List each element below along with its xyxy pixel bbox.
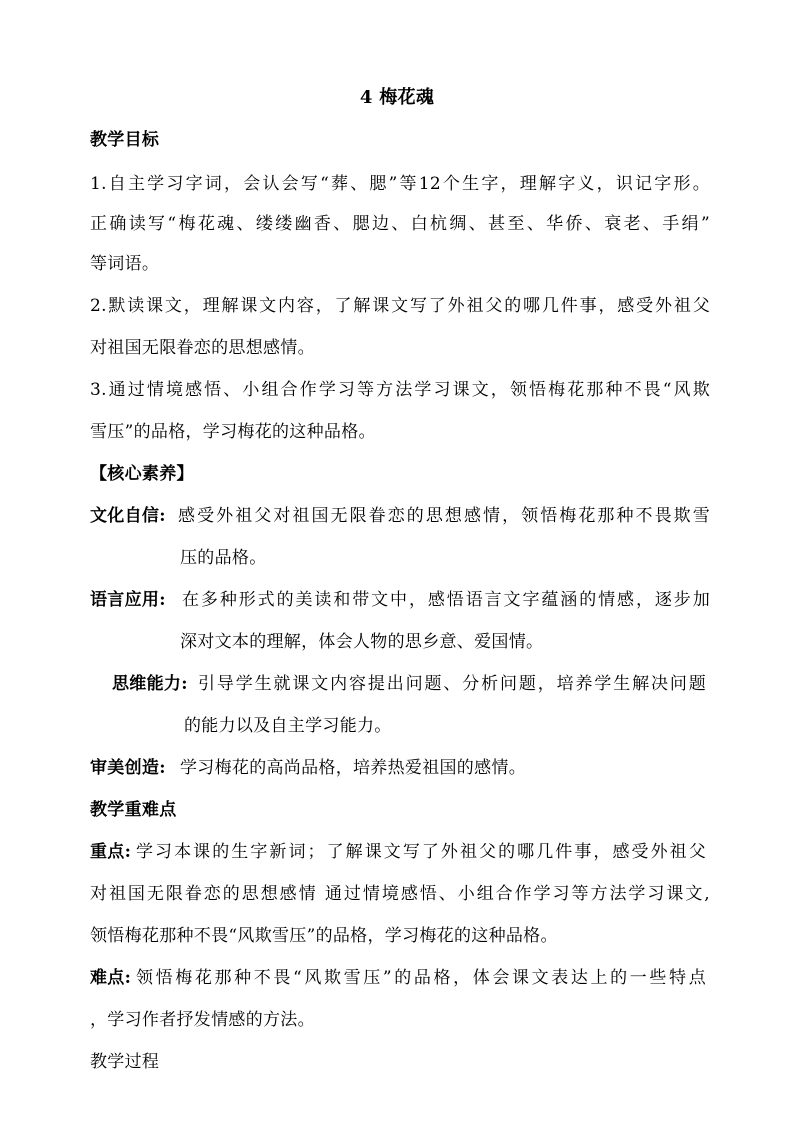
goal-3-line-1: 3.通过情境感悟、小组合作学习等方法学习课文，领悟梅花那种不畏“风欺 — [90, 380, 710, 400]
key-point-line-1: 学习本课的生字新词；了解课文写了外祖父的哪几件事，感受外祖父 — [136, 842, 706, 862]
heading-core-literacy: 【核心素养】 — [90, 464, 194, 484]
heading-teaching-process: 教学过程 — [90, 1052, 160, 1072]
difficult-point-line-1: 领悟梅花那种不畏“风欺雪压”的品格，体会课文表达上的一些特点 — [136, 968, 706, 988]
literacy-culture-line-2: 压的品格。 — [180, 548, 267, 568]
key-point-label: 重点: — [90, 842, 132, 862]
literacy-language-label: 语言应用: — [90, 590, 166, 610]
literacy-thinking-label: 思维能力: — [112, 674, 188, 694]
goal-3-line-2: 雪压”的品格，学习梅花的这种品格。 — [90, 422, 376, 442]
document-title: 4 梅花魂 — [359, 87, 435, 108]
difficult-point-line-2: ，学习作者抒发情感的方法。 — [90, 1010, 315, 1030]
goal-2-line-2: 对祖国无限眷恋的思想感情。 — [90, 338, 315, 358]
literacy-aesthetic-label: 审美创造: — [90, 758, 166, 778]
literacy-thinking-line-2: 的能力以及自主学习能力。 — [184, 716, 392, 736]
key-point-line-2: 对祖国无限眷恋的思想感情 通过情境感悟、小组合作学习等方法学习课文, — [90, 884, 710, 904]
literacy-thinking-line-1: 引导学生就课文内容提出问题、分析问题，培养学生解决问题 — [198, 674, 706, 694]
goal-2-line-1: 2.默读课文，理解课文内容，了解课文写了外祖父的哪几件事，感受外祖父 — [90, 296, 710, 316]
heading-key-difficult-points: 教学重难点 — [90, 800, 177, 820]
key-point-line-3: 领悟梅花那种不畏“风欺雪压”的品格，学习梅花的这种品格。 — [90, 926, 558, 946]
difficult-point-label: 难点: — [90, 968, 132, 988]
literacy-culture-line-1: 感受外祖父对祖国无限眷恋的思想感情，领悟梅花那种不畏欺雪 — [178, 506, 710, 526]
literacy-language-line-2: 深对文本的理解，体会人物的思乡意、爱国情。 — [180, 632, 544, 652]
literacy-language-line-1: 在多种形式的美读和带文中，感悟语言文字蕴涵的情感，逐步加 — [182, 590, 710, 610]
goal-1-line-3: 等词语。 — [90, 254, 160, 274]
literacy-aesthetic-line-1: 学习梅花的高尚品格，培养热爱祖国的感情。 — [180, 758, 526, 778]
goal-1-line-1: 1.自主学习字词，会认会写“葬、腮”等12个生字，理解字义，识记字形。 — [90, 174, 710, 194]
goal-1-line-2: 正确读写“梅花魂、缕缕幽香、腮边、白杭绸、甚至、华侨、衰老、手绢” — [90, 214, 710, 234]
literacy-culture-label: 文化自信: — [90, 506, 166, 526]
heading-teaching-goals: 教学目标 — [90, 130, 160, 150]
